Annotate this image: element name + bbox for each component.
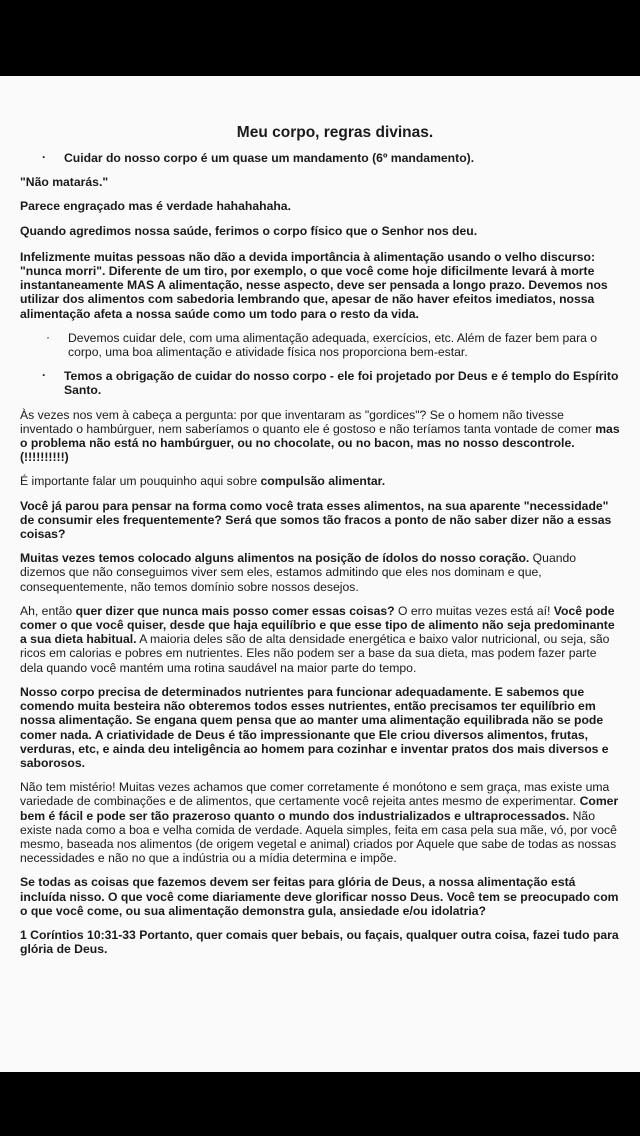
idols-bold: Muitas vezes temos colocado alguns alimentos na posição de ídolos do nosso coração. [20,551,530,566]
paragraph-glory: Se todas as coisas que fazemos devem ser feitas para glória de Deus, a nossa alimentação está incluída nisso. O que você come diariamente deve glorificar nosso Deus. Você tem se preocupado com o que você come, ou sua alimentação demonstra gula, ansiedade e/ou idolatria? [20,875,619,918]
paragraph-question: Você já parou para pensar na forma como você trata esses alimentos, na sua aparente "necessidade" de consumir eles frequentemente? Será que somos tão fracos a ponto de não saber dizer não a essas coisas? [20,498,612,542]
paragraph-mystery [20,780,620,865]
bullet-commandment [20,151,620,165]
paragraph-nutrients: Nosso corpo precisa de determinados nutrientes para funcionar adequadamente. E sabemos que comendo muita besteira não obteremos todos esses nutrientes, então precisamos ter equilíbrio em nossa alimentação. Se engana quem pensa que ao manter uma alimentação equilibrada não se pode comer nada. A criatividade de Deus é tão impressionante que Ele criou diversos alimentos, frutas, verduras, etc, e ainda deu inteligência ao homem para cozinhar e inventar pratos dos mais diversos e saborosos. [20,684,609,770]
gordices-text: Às vezes nos vem à cabeça a pergunta: por que inventaram as "gordices"? Se o homem não tivesse inventado o hambúrguer, nem saberíamos o quanto ele é gostoso e não teríamos tanta vontade de comer [20,407,596,436]
ah-text-2: O erro muitas vezes está aí! [394,603,554,618]
ah-text-3: A maioria deles são de alta densidade energética e baixo valor nutricional, ou seja, são ricos em calorias e pobres em nutrientes. Eles não podem ser a base da sua dieta, mas podem fazer parte dela quando você mantém uma rotina saudável na maior parte do tempo. [20,632,610,675]
paragraph-gordices [20,408,620,465]
page-title: Meu corpo, regras divinas. [236,124,434,141]
paragraph-idols [20,551,620,594]
bullet-care [20,331,620,359]
bottom-black-bar [0,1072,640,1136]
compulsion-text: É importante falar um pouquinho aqui sobre [20,474,261,489]
paragraph-compulsion [20,474,620,488]
bible-verse: 1 Coríntios 10:31-33 Portanto, quer comais quer bebais, ou façais, qualquer outra coisa, fazei tudo para glória de Deus. [20,927,619,957]
gordices-bold: mas o problema não está no hambúrguer, ou no chocolate, ou no bacon, mas no nosso descontrole. (!!!!!!!!!!) [20,421,620,465]
ah-bold-2: Você pode comer o que você quiser, desde que haja equilíbrio e que esse tipo de alimento não seja predominante a sua dieta habitual. [20,603,615,647]
idols-text: Quando dizemos que não conseguimos viver sem eles, estamos admitindo que eles nos dominam e que, consequentemente, não temos domínio sobre nossos desejos. [20,551,577,594]
top-black-bar [0,0,640,76]
mystery-text-1: Não tem mistério! Muitas vezes achamos que comer corretamente é monótono e sem graça, mas existe uma variedade de combinações e de alimentos, que certamente você rejeita antes mesmo de experimentar. [20,780,610,809]
funny-line: Parece engraçado mas é verdade hahahahaha. [20,199,291,214]
document-page [0,76,640,1072]
bullet-text: Devemos cuidar dele, com uma alimentação adequada, exercícios, etc. Além de fazer bem para o corpo, uma boa alimentação e atividade física nos proporciona bem-estar. [68,330,598,360]
harm-line: Quando agredimos nossa saúde, ferimos o corpo físico que o Senhor nos deu. [20,223,478,238]
bullet-text: Cuidar do nosso corpo é um quase um mandamento (6º mandamento). [64,151,475,165]
paragraph-balance [20,604,620,675]
quote-line: "Não matarás." [20,175,109,190]
bullet-dot: · [42,150,47,164]
bullet-dot: · [42,368,47,383]
compulsion-bold: compulsão alimentar. [260,474,386,489]
mystery-bold: Comer bem é fácil e pode ser tão prazeroso quanto o mundo dos industrializados e ultraprocessados. [20,794,619,823]
bullet-dot: · [46,329,51,344]
ah-bold-1: quer dizer que nunca mais posso comer essas coisas? [75,603,395,618]
ah-text-1: Ah, então [20,603,76,618]
paragraph-food: Infelizmente muitas pessoas não dão a devida importância à alimentação usando o velho discurso: "nunca morri". Diferente de um tiro, por exemplo, o que você come hoje dificilmente levará à morte instantaneamente MAS A alimentação, nesse aspecto, deve ser pensada a longo prazo. Devemos nos utilizar dos alimentos com sabedoria lembrando que, apesar de não haver efeitos imediatos, nossa alimentação afeta a nossa saúde como um todo para o resto da vida. [20,249,608,321]
bullet-text: Temos a obrigação de cuidar do nosso corpo - ele foi projetado por Deus e é templo do Espírito Santo. [64,369,619,398]
bullet-obligation [20,369,620,397]
mystery-text-2: Não existe nada como a boa e velha comida de verdade. Aquela simples, feita em casa pela sua mãe, vó, por você mesmo, baseada nos alimentos (de origem vegetal e animal) criados por Aquele que sabe de todas as nossas necessidades e não no que a indústria ou a mídia determina e impõe. [20,808,617,866]
